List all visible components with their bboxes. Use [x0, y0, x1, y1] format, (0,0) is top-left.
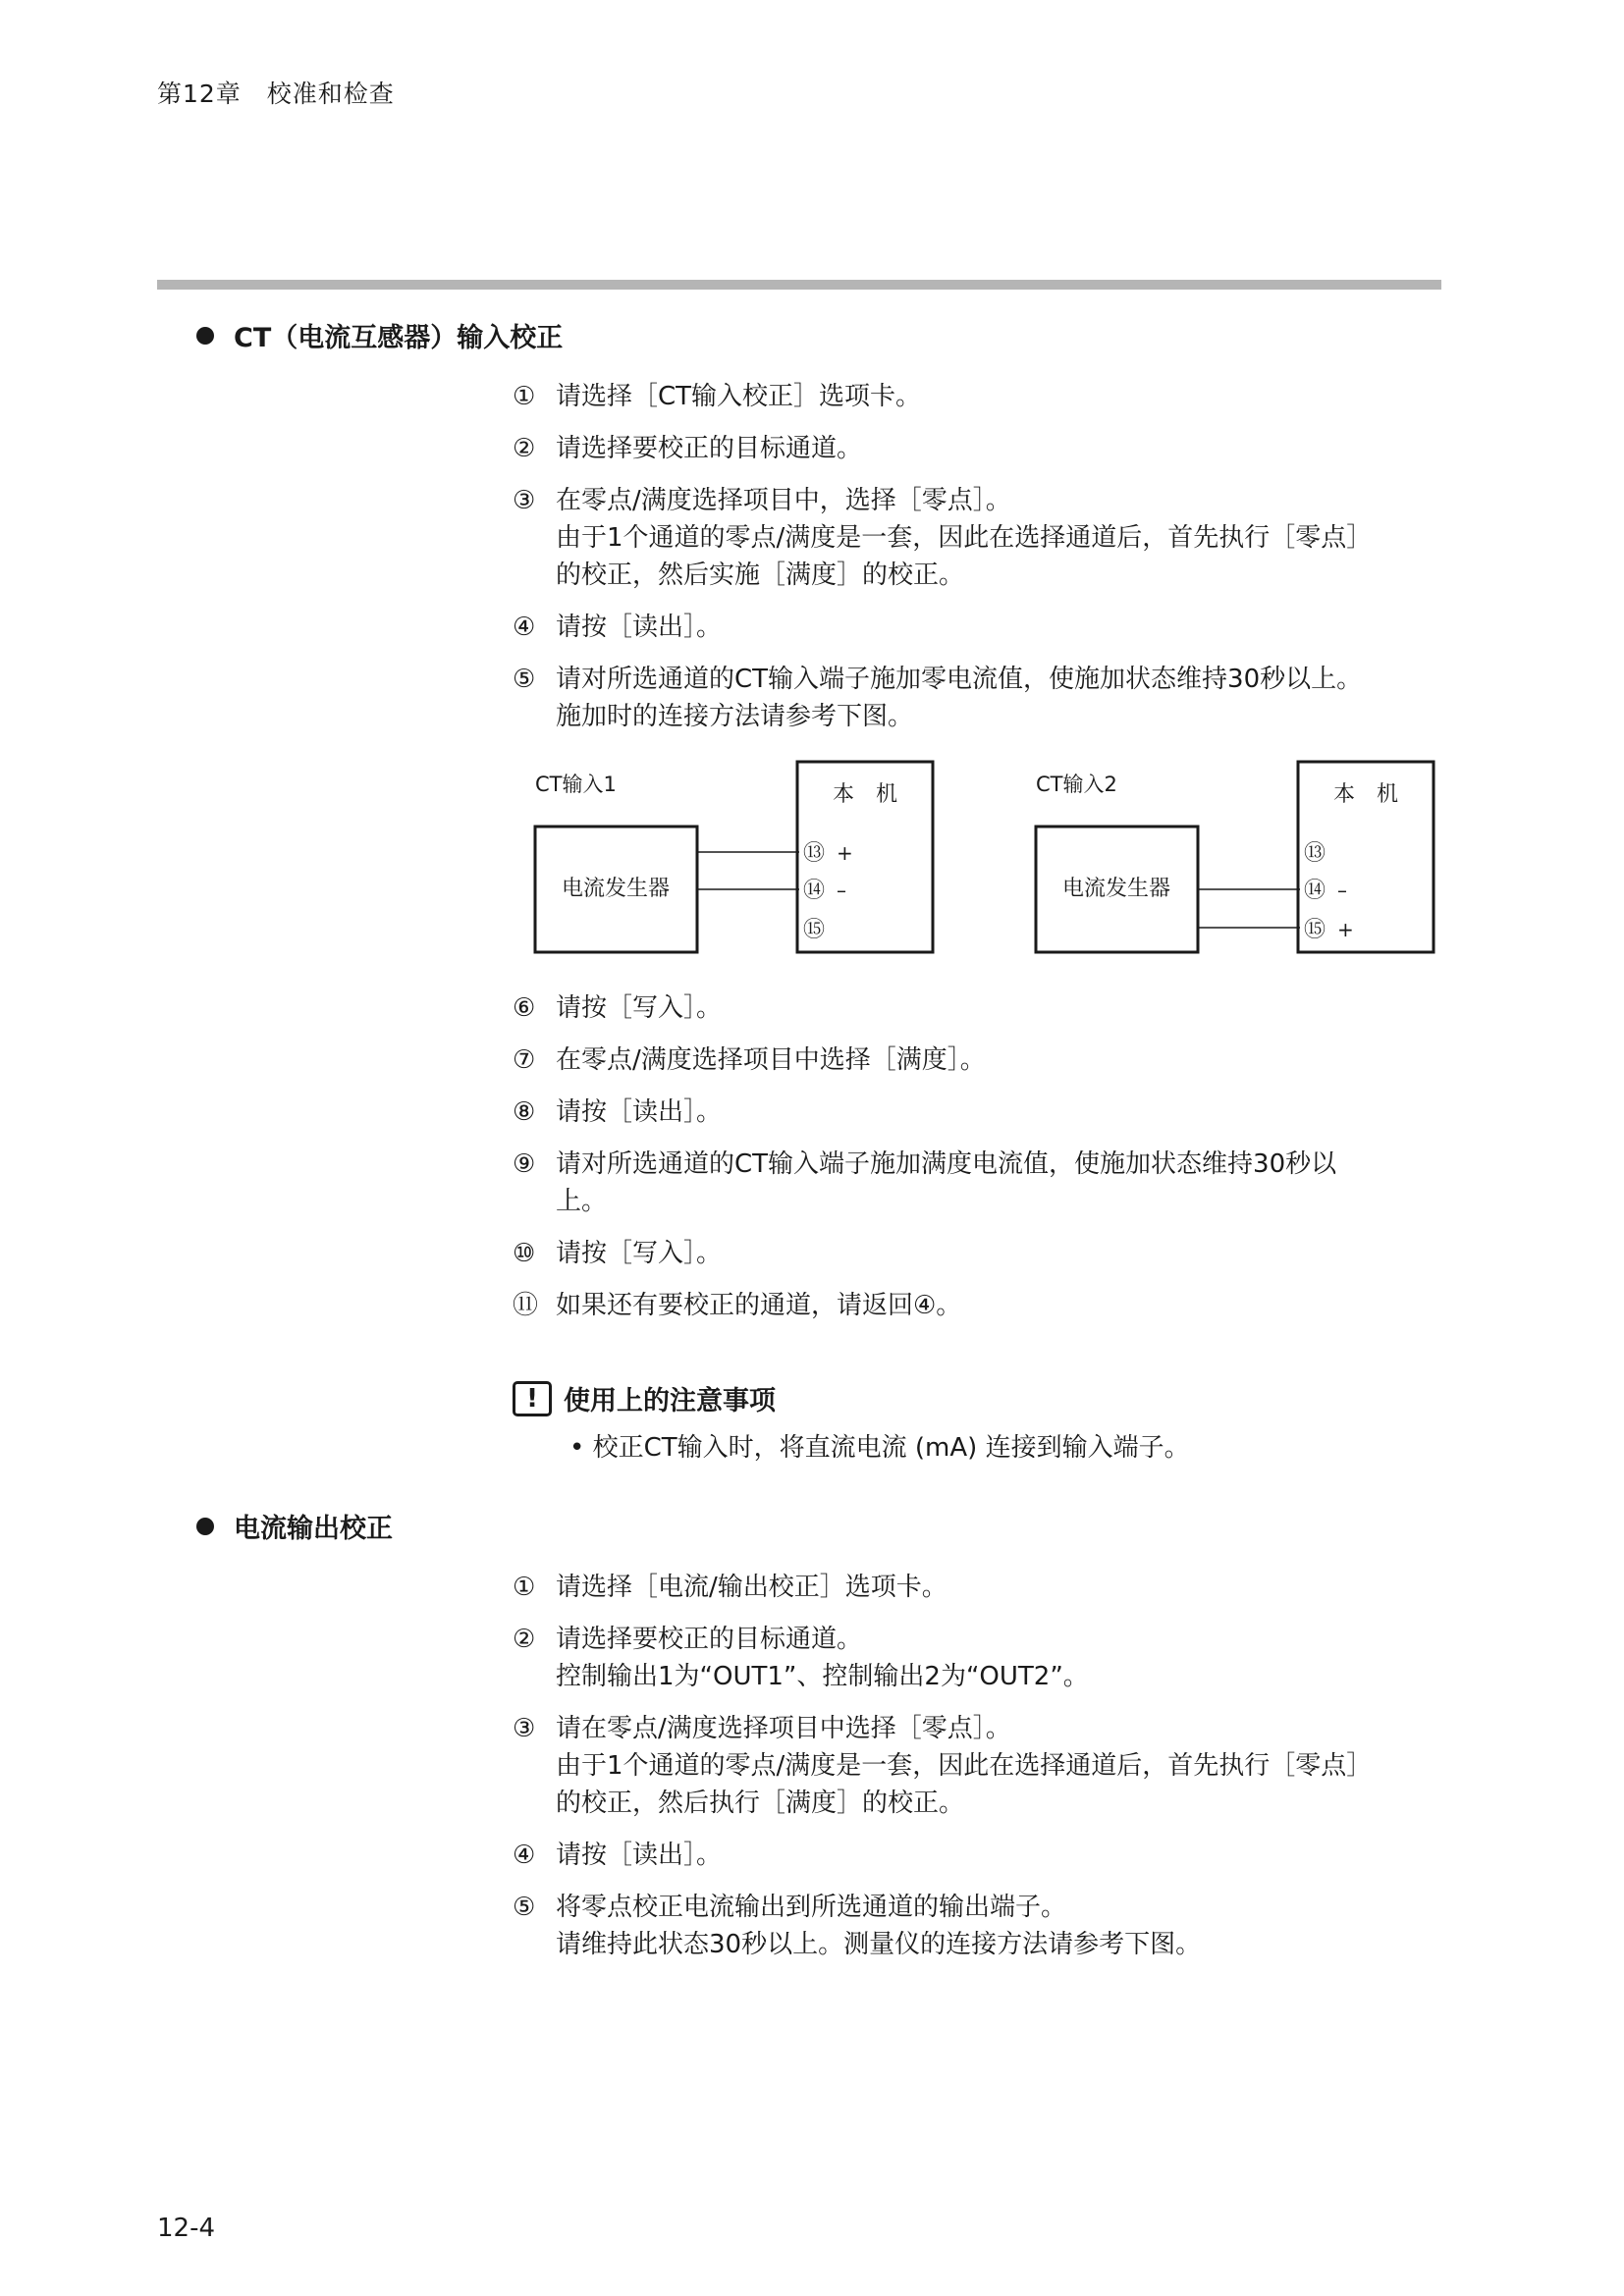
list-item — [513, 1710, 1435, 1822]
step-number: ⑦ — [513, 1045, 536, 1075]
ct-steps-list-continued — [513, 989, 1435, 1339]
terminal-14: ⑭ — [1304, 879, 1326, 903]
step-text: 请在零点/满度选择项目中选择［零点］。 — [556, 1714, 1011, 1743]
list-item — [513, 1146, 1435, 1220]
caution-title: 使用上的注意事项 — [564, 1386, 776, 1416]
step-text: 在零点/满度选择项目中，选择［零点］。 — [556, 486, 1011, 515]
step-text: 请按［写入］。 — [556, 1239, 723, 1268]
caution-item: • 校正CT输入时，将直流电流 (mA) 连接到输入端子。 — [569, 1433, 1190, 1463]
step-number: ③ — [513, 486, 536, 515]
step-number: ② — [513, 1625, 536, 1654]
section-divider — [157, 280, 1441, 290]
step-text: 请按［读出］。 — [556, 613, 723, 642]
bullet-icon — [196, 1518, 214, 1535]
polarity-sign: – — [837, 879, 846, 902]
output-steps-list — [513, 1569, 1435, 1978]
step-text: 将零点校正电流输出到所选通道的输出端子。 — [556, 1893, 1067, 1922]
chapter-header: 第12章 校准和检查 — [157, 80, 395, 108]
list-item — [513, 1041, 1435, 1079]
step-number: ⑤ — [513, 665, 536, 694]
list-item — [513, 989, 1435, 1027]
step-number: ⑥ — [513, 993, 536, 1023]
step-number: ⑧ — [513, 1097, 536, 1127]
current-generator-label: 电流发生器 — [1061, 877, 1171, 901]
step-text: 请按［读出］。 — [556, 1841, 723, 1870]
step-text: 请选择［CT输入校正］选项卡。 — [556, 382, 922, 411]
step-number: ⑩ — [513, 1239, 536, 1268]
bullet-icon — [196, 327, 214, 345]
step-number: ⑤ — [513, 1893, 536, 1922]
list-item — [513, 378, 1435, 415]
step-text: 请维持此状态30秒以上。测量仪的连接方法请参考下图。 — [556, 1930, 1202, 1959]
step-text: 上。 — [556, 1187, 608, 1216]
ct-input-1-label: CT输入1 — [535, 773, 617, 796]
step-number: ③ — [513, 1714, 536, 1743]
step-number: ④ — [513, 1841, 536, 1870]
section-title-current-output — [196, 1507, 393, 1545]
ct-input-2-label: CT输入2 — [1036, 773, 1117, 796]
terminal-13: ⑬ — [1304, 841, 1326, 866]
step-text: 请按［写入］。 — [556, 993, 723, 1023]
step-text: 如果还有要校正的通道，请返回④。 — [556, 1291, 962, 1320]
list-item — [513, 1287, 1435, 1324]
terminal-15: ⑮ — [803, 918, 826, 942]
step-text: 的校正，然后实施［满度］的校正。 — [556, 561, 965, 590]
list-item — [513, 430, 1435, 467]
step-text: 由于1个通道的零点/满度是一套，因此在选择通道后，首先执行［零点］ — [556, 1751, 1373, 1781]
polarity-sign: – — [1337, 879, 1347, 902]
section-title-text: CT（电流互感器）输入校正 — [234, 323, 564, 353]
wiring-diagram — [530, 756, 1443, 962]
unit-label: 本 机 — [832, 782, 898, 807]
step-text: 请对所选通道的CT输入端子施加满度电流值，使施加状态维持30秒以 — [556, 1149, 1337, 1179]
list-item — [513, 1569, 1435, 1606]
section-title-ct — [196, 316, 563, 354]
step-number: ② — [513, 434, 536, 463]
list-item — [513, 1094, 1435, 1131]
current-generator-label: 电流发生器 — [561, 877, 671, 901]
list-item — [513, 1837, 1435, 1874]
step-text: 的校正，然后执行［满度］的校正。 — [556, 1789, 965, 1818]
step-text: 请按［读出］。 — [556, 1097, 723, 1127]
step-text: 在零点/满度选择项目中选择［满度］。 — [556, 1045, 986, 1075]
polarity-sign: + — [1337, 918, 1354, 941]
step-number: ⑨ — [513, 1149, 536, 1179]
step-number: ⑪ — [513, 1291, 539, 1320]
terminal-13: ⑬ — [803, 841, 826, 866]
step-text: 由于1个通道的零点/满度是一套，因此在选择通道后，首先执行［零点］ — [556, 523, 1373, 553]
step-number: ④ — [513, 613, 536, 642]
list-item — [513, 482, 1435, 594]
step-text: 控制输出1为“OUT1”、控制输出2为“OUT2”。 — [556, 1662, 1089, 1691]
list-item — [513, 609, 1435, 646]
list-item — [513, 1621, 1435, 1695]
step-number: ① — [513, 382, 536, 411]
step-text: 请选择［电流/输出校正］选项卡。 — [556, 1573, 947, 1602]
step-text: 请选择要校正的目标通道。 — [556, 434, 863, 463]
step-text: 请对所选通道的CT输入端子施加零电流值，使施加状态维持30秒以上。 — [556, 665, 1363, 694]
list-item — [513, 1889, 1435, 1963]
section-title-text: 电流输出校正 — [234, 1514, 393, 1544]
step-text: 请选择要校正的目标通道。 — [556, 1625, 863, 1654]
step-text: 施加时的连接方法请参考下图。 — [556, 702, 914, 731]
page-number: 12-4 — [157, 2214, 216, 2243]
step-number: ① — [513, 1573, 536, 1602]
polarity-sign: + — [837, 841, 853, 865]
unit-label: 本 机 — [1332, 782, 1399, 807]
warning-icon: ! — [513, 1381, 552, 1416]
caution-note — [513, 1379, 1396, 1464]
ct-steps-list — [513, 378, 1435, 750]
terminal-14: ⑭ — [803, 879, 826, 903]
terminal-15: ⑮ — [1304, 918, 1326, 942]
list-item — [513, 1235, 1435, 1272]
list-item — [513, 661, 1435, 735]
